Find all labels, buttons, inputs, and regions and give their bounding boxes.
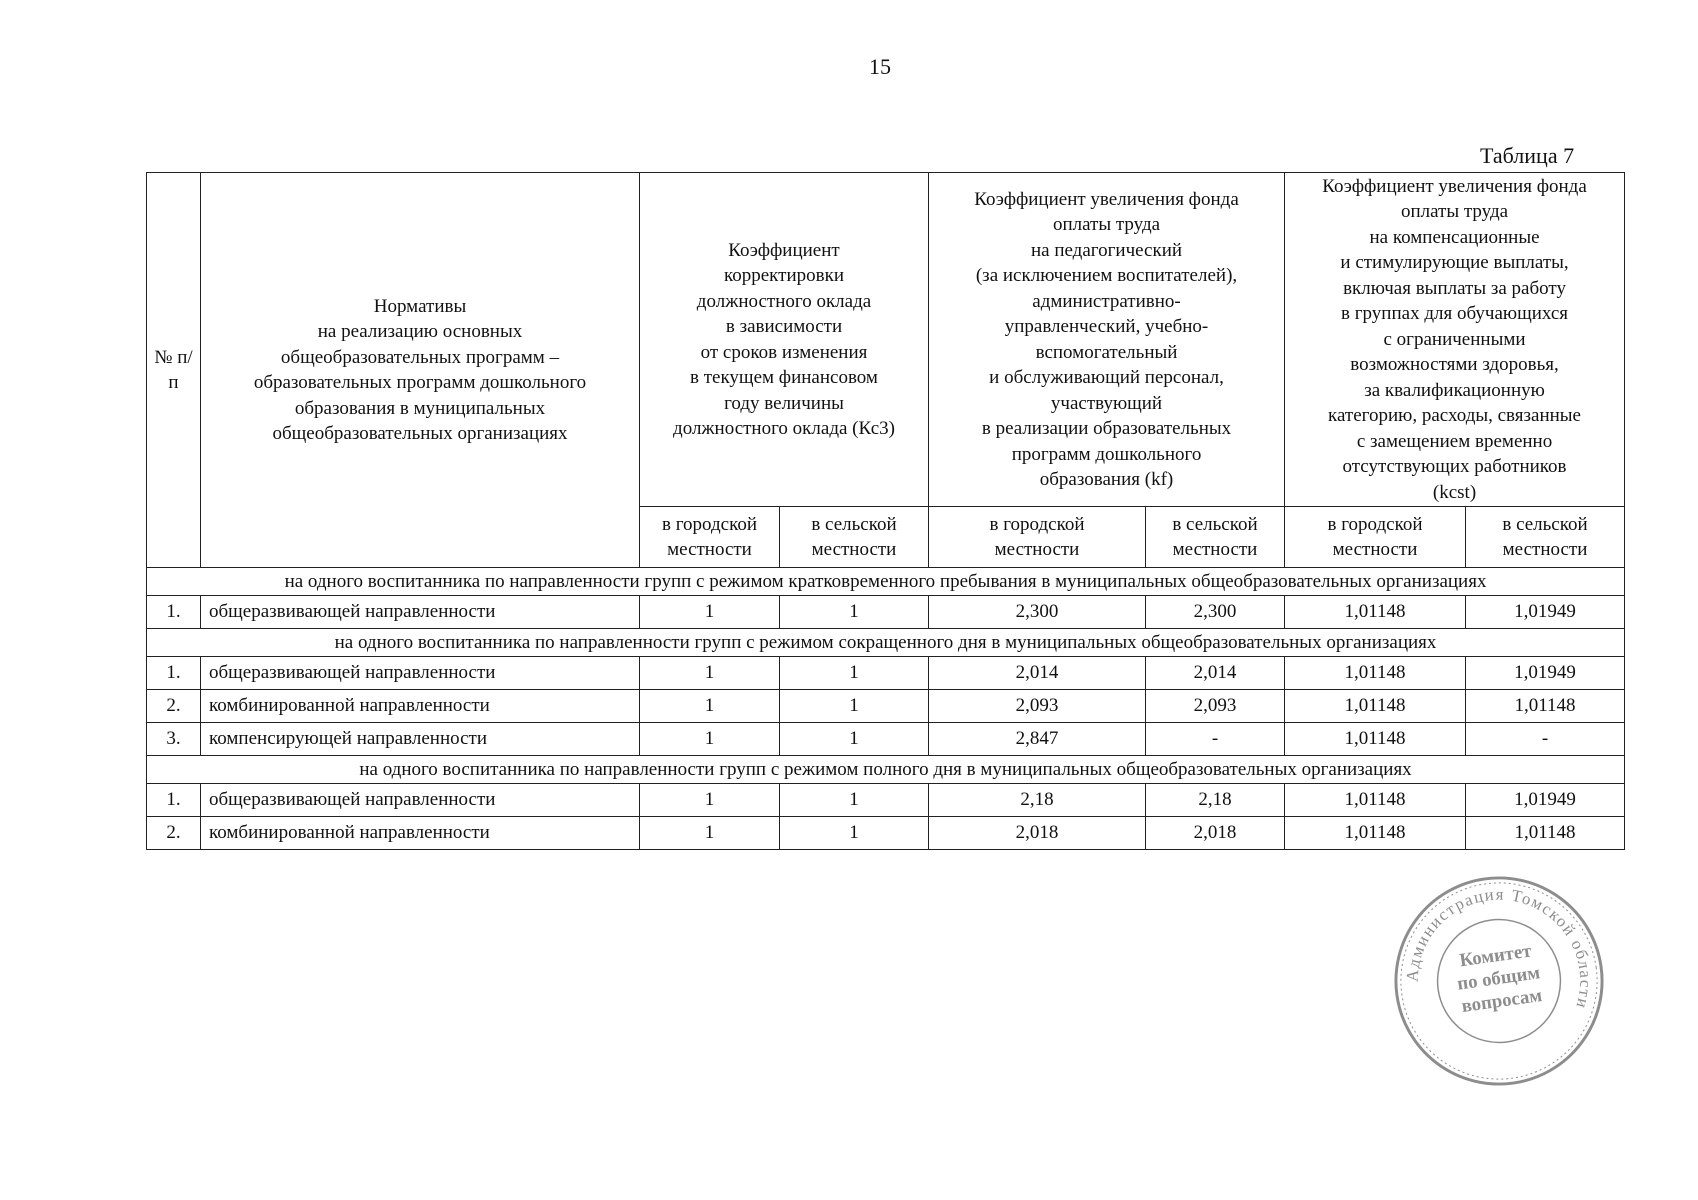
- cell-kc3-rural: 1: [780, 784, 929, 817]
- cell-kc3-city: 1: [640, 817, 780, 850]
- subheader-kcst-city: в городской местности: [1285, 507, 1466, 568]
- page-number: 15: [869, 54, 891, 79]
- cell-kcst-city: 1,01148: [1285, 784, 1466, 817]
- stamp-center-line-3: вопросам: [1460, 985, 1544, 1018]
- cell-kc3-city: 1: [640, 690, 780, 723]
- cell-kf-city: 2,014: [929, 657, 1146, 690]
- header-kf-text: Коэффициент увеличения фонда оплаты труда на педагогический (за исключением воспитателей), административно- управленческий, учебно- вспомогательный и обслуживающий персонал, участвующий в реализации образовательных программ дошкольного образования (kf): [974, 188, 1239, 490]
- cell-name: комбинированной направленности: [201, 817, 640, 850]
- header-name: [201, 173, 640, 568]
- cell-kc3-city: 1: [640, 657, 780, 690]
- cell-kf-city: 2,018: [929, 817, 1146, 850]
- cell-kcst-city: 1,01148: [1285, 690, 1466, 723]
- section-row: [147, 756, 1625, 784]
- header-kcst: [1285, 173, 1625, 507]
- cell-kf-city: 2,093: [929, 690, 1146, 723]
- cell-name: компенсирующей направленности: [201, 723, 640, 756]
- cell-kcst-rural: 1,01148: [1466, 817, 1625, 850]
- cell-kcst-city: 1,01148: [1285, 817, 1466, 850]
- header-kf: [929, 173, 1285, 507]
- cell-n: 1.: [147, 784, 201, 817]
- cell-kf-rural: 2,014: [1146, 657, 1285, 690]
- cell-kf-rural: 2,093: [1146, 690, 1285, 723]
- cell-name: общеразвивающей направленности: [201, 784, 640, 817]
- table-row: [147, 784, 1625, 817]
- cell-kc3-rural: 1: [780, 690, 929, 723]
- cell-kcst-rural: 1,01148: [1466, 690, 1625, 723]
- subheader-kc3-rural: в сельской местности: [780, 507, 929, 568]
- cell-kc3-rural: 1: [780, 596, 929, 629]
- cell-name: общеразвивающей направленности: [201, 657, 640, 690]
- subheader-kf-city: в городской местности: [929, 507, 1146, 568]
- cell-kf-city: 2,300: [929, 596, 1146, 629]
- subheader-kcst-rural: в сельской местности: [1466, 507, 1625, 568]
- cell-kcst-city: 1,01148: [1285, 723, 1466, 756]
- cell-kc3-rural: 1: [780, 723, 929, 756]
- cell-kf-rural: 2,018: [1146, 817, 1285, 850]
- cell-kf-city: 2,18: [929, 784, 1146, 817]
- cell-kcst-city: 1,01148: [1285, 596, 1466, 629]
- cell-kc3-rural: 1: [780, 657, 929, 690]
- table-row: [147, 657, 1625, 690]
- stamp-center-line-1: Комитет: [1458, 940, 1533, 972]
- cell-kcst-rural: -: [1466, 723, 1625, 756]
- cell-kf-rural: 2,18: [1146, 784, 1285, 817]
- cell-kcst-rural: 1,01949: [1466, 784, 1625, 817]
- header-kc3-text: Коэффициент корректировки должностного оклада в зависимости от сроков изменения в текущем финансовом году величины должностного оклада (Кс3): [673, 239, 895, 439]
- cell-kc3-rural: 1: [780, 817, 929, 850]
- table-caption: Таблица 7: [1480, 143, 1575, 168]
- coefficients-table: [146, 172, 1625, 850]
- cell-n: 2.: [147, 817, 201, 850]
- cell-n: 3.: [147, 723, 201, 756]
- cell-kcst-rural: 1,01949: [1466, 657, 1625, 690]
- header-kc3: [640, 173, 929, 507]
- table-body: [147, 568, 1625, 850]
- table-row: [147, 690, 1625, 723]
- cell-kcst-rural: 1,01949: [1466, 596, 1625, 629]
- stamp-ring-text: Администрация Томской области: [1402, 884, 1596, 1012]
- section-row: [147, 629, 1625, 657]
- cell-n: 2.: [147, 690, 201, 723]
- table-row: [147, 817, 1625, 850]
- cell-n: 1.: [147, 657, 201, 690]
- cell-n: 1.: [147, 596, 201, 629]
- cell-name: общеразвивающей направленности: [201, 596, 640, 629]
- cell-kf-city: 2,847: [929, 723, 1146, 756]
- section-title: на одного воспитанника по направленности групп с режимом кратковременного пребывания в муниципальных общеобразовательных организациях: [147, 568, 1625, 596]
- cell-kf-rural: 2,300: [1146, 596, 1285, 629]
- cell-kcst-city: 1,01148: [1285, 657, 1466, 690]
- official-seal-stamp: [1390, 872, 1608, 1090]
- cell-name: комбинированной направленности: [201, 690, 640, 723]
- header-num-text: № п/п: [154, 346, 193, 393]
- section-title: на одного воспитанника по направленности групп с режимом сокращенного дня в муниципальных общеобразовательных организациях: [147, 629, 1625, 657]
- section-title: на одного воспитанника по направленности групп с режимом полного дня в муниципальных общеобразовательных организациях: [147, 756, 1625, 784]
- table-row: [147, 596, 1625, 629]
- section-row: [147, 568, 1625, 596]
- cell-kc3-city: 1: [640, 596, 780, 629]
- header-kcst-text: Коэффициент увеличения фонда оплаты труда на компенсационные и стимулирующие выплаты, включая выплаты за работу в группах для обучающихся с ограниченными возможностями здоровья, за квалификационную категорию, расходы, связанные с замещением временно отсутствующих работников (kcst): [1322, 175, 1587, 503]
- header-name-text: Нормативы на реализацию основных общеобразовательных программ – образовательных программ дошкольного образования в муниципальных общеобразовательных организациях: [253, 295, 587, 444]
- table-row: [147, 723, 1625, 756]
- subheader-kf-rural: в сельской местности: [1146, 507, 1285, 568]
- cell-kc3-city: 1: [640, 723, 780, 756]
- header-num: [147, 173, 201, 568]
- subheader-kc3-city: в городской местности: [640, 507, 780, 568]
- cell-kf-rural: -: [1146, 723, 1285, 756]
- stamp-center-line-2: по общим: [1455, 962, 1542, 995]
- cell-kc3-city: 1: [640, 784, 780, 817]
